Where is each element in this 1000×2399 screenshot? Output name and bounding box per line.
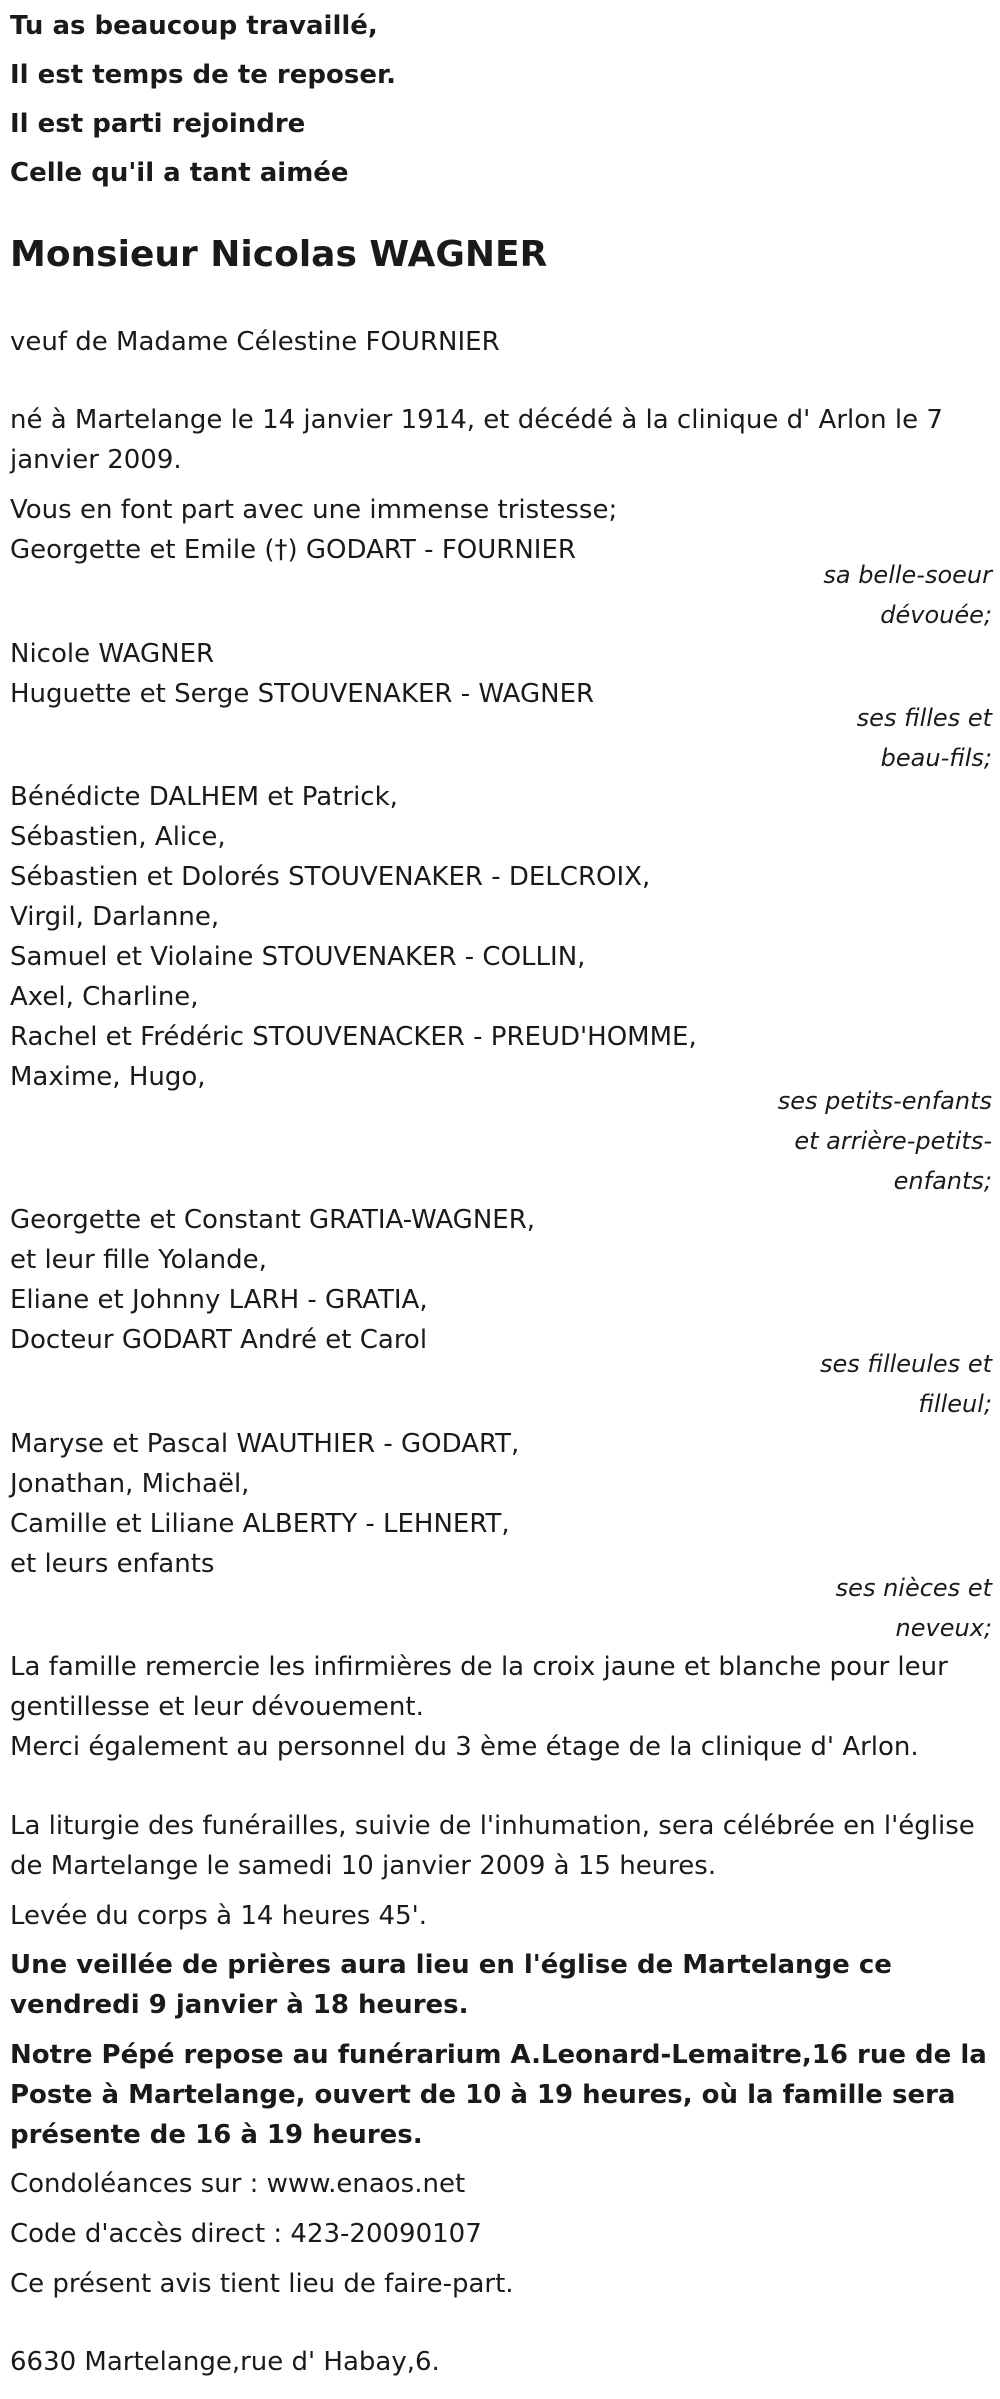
funerarium-text: Notre Pépé repose au funérarium A.Leonard-Lemaitre,16 rue de la Poste à Martelange, ouvert de 10 à 19 heures, où la famille sera présente de 16 à 19 heures.	[10, 2040, 987, 2150]
poem-line: Il est parti rejoindre	[10, 109, 306, 139]
family-name: Nicole WAGNER	[10, 639, 215, 669]
family-name: Rachel et Frédéric STOUVENACKER - PREUD'HOMME,	[10, 1022, 697, 1052]
relation-label: ses filleules et filleul;	[820, 1350, 992, 1418]
thanks-text: Merci également au personnel du 3 ème étage de la clinique d' Arlon.	[10, 1732, 919, 1762]
family-name: Maryse et Pascal WAUTHIER - GODART,	[10, 1429, 520, 1459]
family-name: Docteur GODART André et Carol	[10, 1325, 428, 1355]
family-name: Jonathan, Michaël,	[10, 1469, 250, 1499]
family-name: et leur fille Yolande,	[10, 1245, 267, 1275]
poem-line: Il est temps de te reposer.	[10, 60, 396, 90]
widow-of: veuf de Madame Célestine FOURNIER	[10, 327, 500, 357]
notice-text: Ce présent avis tient lieu de faire-part.	[10, 2269, 514, 2299]
family-name: Huguette et Serge STOUVENAKER - WAGNER	[10, 679, 595, 709]
family-name: Bénédicte DALHEM et Patrick,	[10, 782, 398, 812]
family-name: Virgil, Darlanne,	[10, 902, 220, 932]
family-name: Georgette et Constant GRATIA-WAGNER,	[10, 1205, 536, 1235]
address-text: 6630 Martelange,rue d' Habay,6.	[10, 2347, 440, 2377]
family-name: Sébastien, Alice,	[10, 822, 226, 852]
liturgy-text: La liturgie des funérailles, suivie de l'inhumation, sera célébrée en l'église de Martelange le samedi 10 janvier 2009 à 15 heures.	[10, 1811, 975, 1881]
family-name: Axel, Charline,	[10, 982, 199, 1012]
birth-death: né à Martelange le 14 janvier 1914, et décédé à la clinique d' Arlon le 7 janvier 2009.	[10, 405, 943, 475]
family-name: Camille et Liliane ALBERTY - LEHNERT,	[10, 1509, 510, 1539]
family-name: et leurs enfants	[10, 1549, 215, 1579]
relation-label: sa belle-soeur dévouée;	[823, 561, 992, 629]
family-name: Maxime, Hugo,	[10, 1062, 206, 1092]
deceased-name: Monsieur Nicolas WAGNER	[10, 234, 548, 275]
levee-text: Levée du corps à 14 heures 45'.	[10, 1901, 428, 1931]
condolences-text: Condoléances sur : www.enaos.net	[10, 2169, 466, 2199]
announce-intro: Vous en font part avec une immense tristesse;	[10, 495, 618, 525]
relation-label: ses nièces et neveux;	[835, 1574, 992, 1642]
thanks-text: La famille remercie les infirmières de la croix jaune et blanche pour leur gentillesse et leur dévouement.	[10, 1652, 948, 1722]
vigil-text: Une veillée de prières aura lieu en l'église de Martelange ce vendredi 9 janvier à 18 heures.	[10, 1950, 892, 2020]
relation-label: ses petits-enfants et arrière-petits-enfants;	[777, 1087, 992, 1195]
family-name: Georgette et Emile (†) GODART - FOURNIER	[10, 535, 576, 565]
family-name: Eliane et Johnny LARH - GRATIA,	[10, 1285, 428, 1315]
access-code-text: Code d'accès direct : 423-20090107	[10, 2219, 482, 2249]
relation-label: ses filles et beau-fils;	[856, 704, 992, 772]
family-name: Sébastien et Dolorés STOUVENAKER - DELCROIX,	[10, 862, 651, 892]
poem-line: Tu as beaucoup travaillé,	[10, 11, 378, 41]
poem-line: Celle qu'il a tant aimée	[10, 158, 349, 188]
family-name: Samuel et Violaine STOUVENAKER - COLLIN,	[10, 942, 586, 972]
